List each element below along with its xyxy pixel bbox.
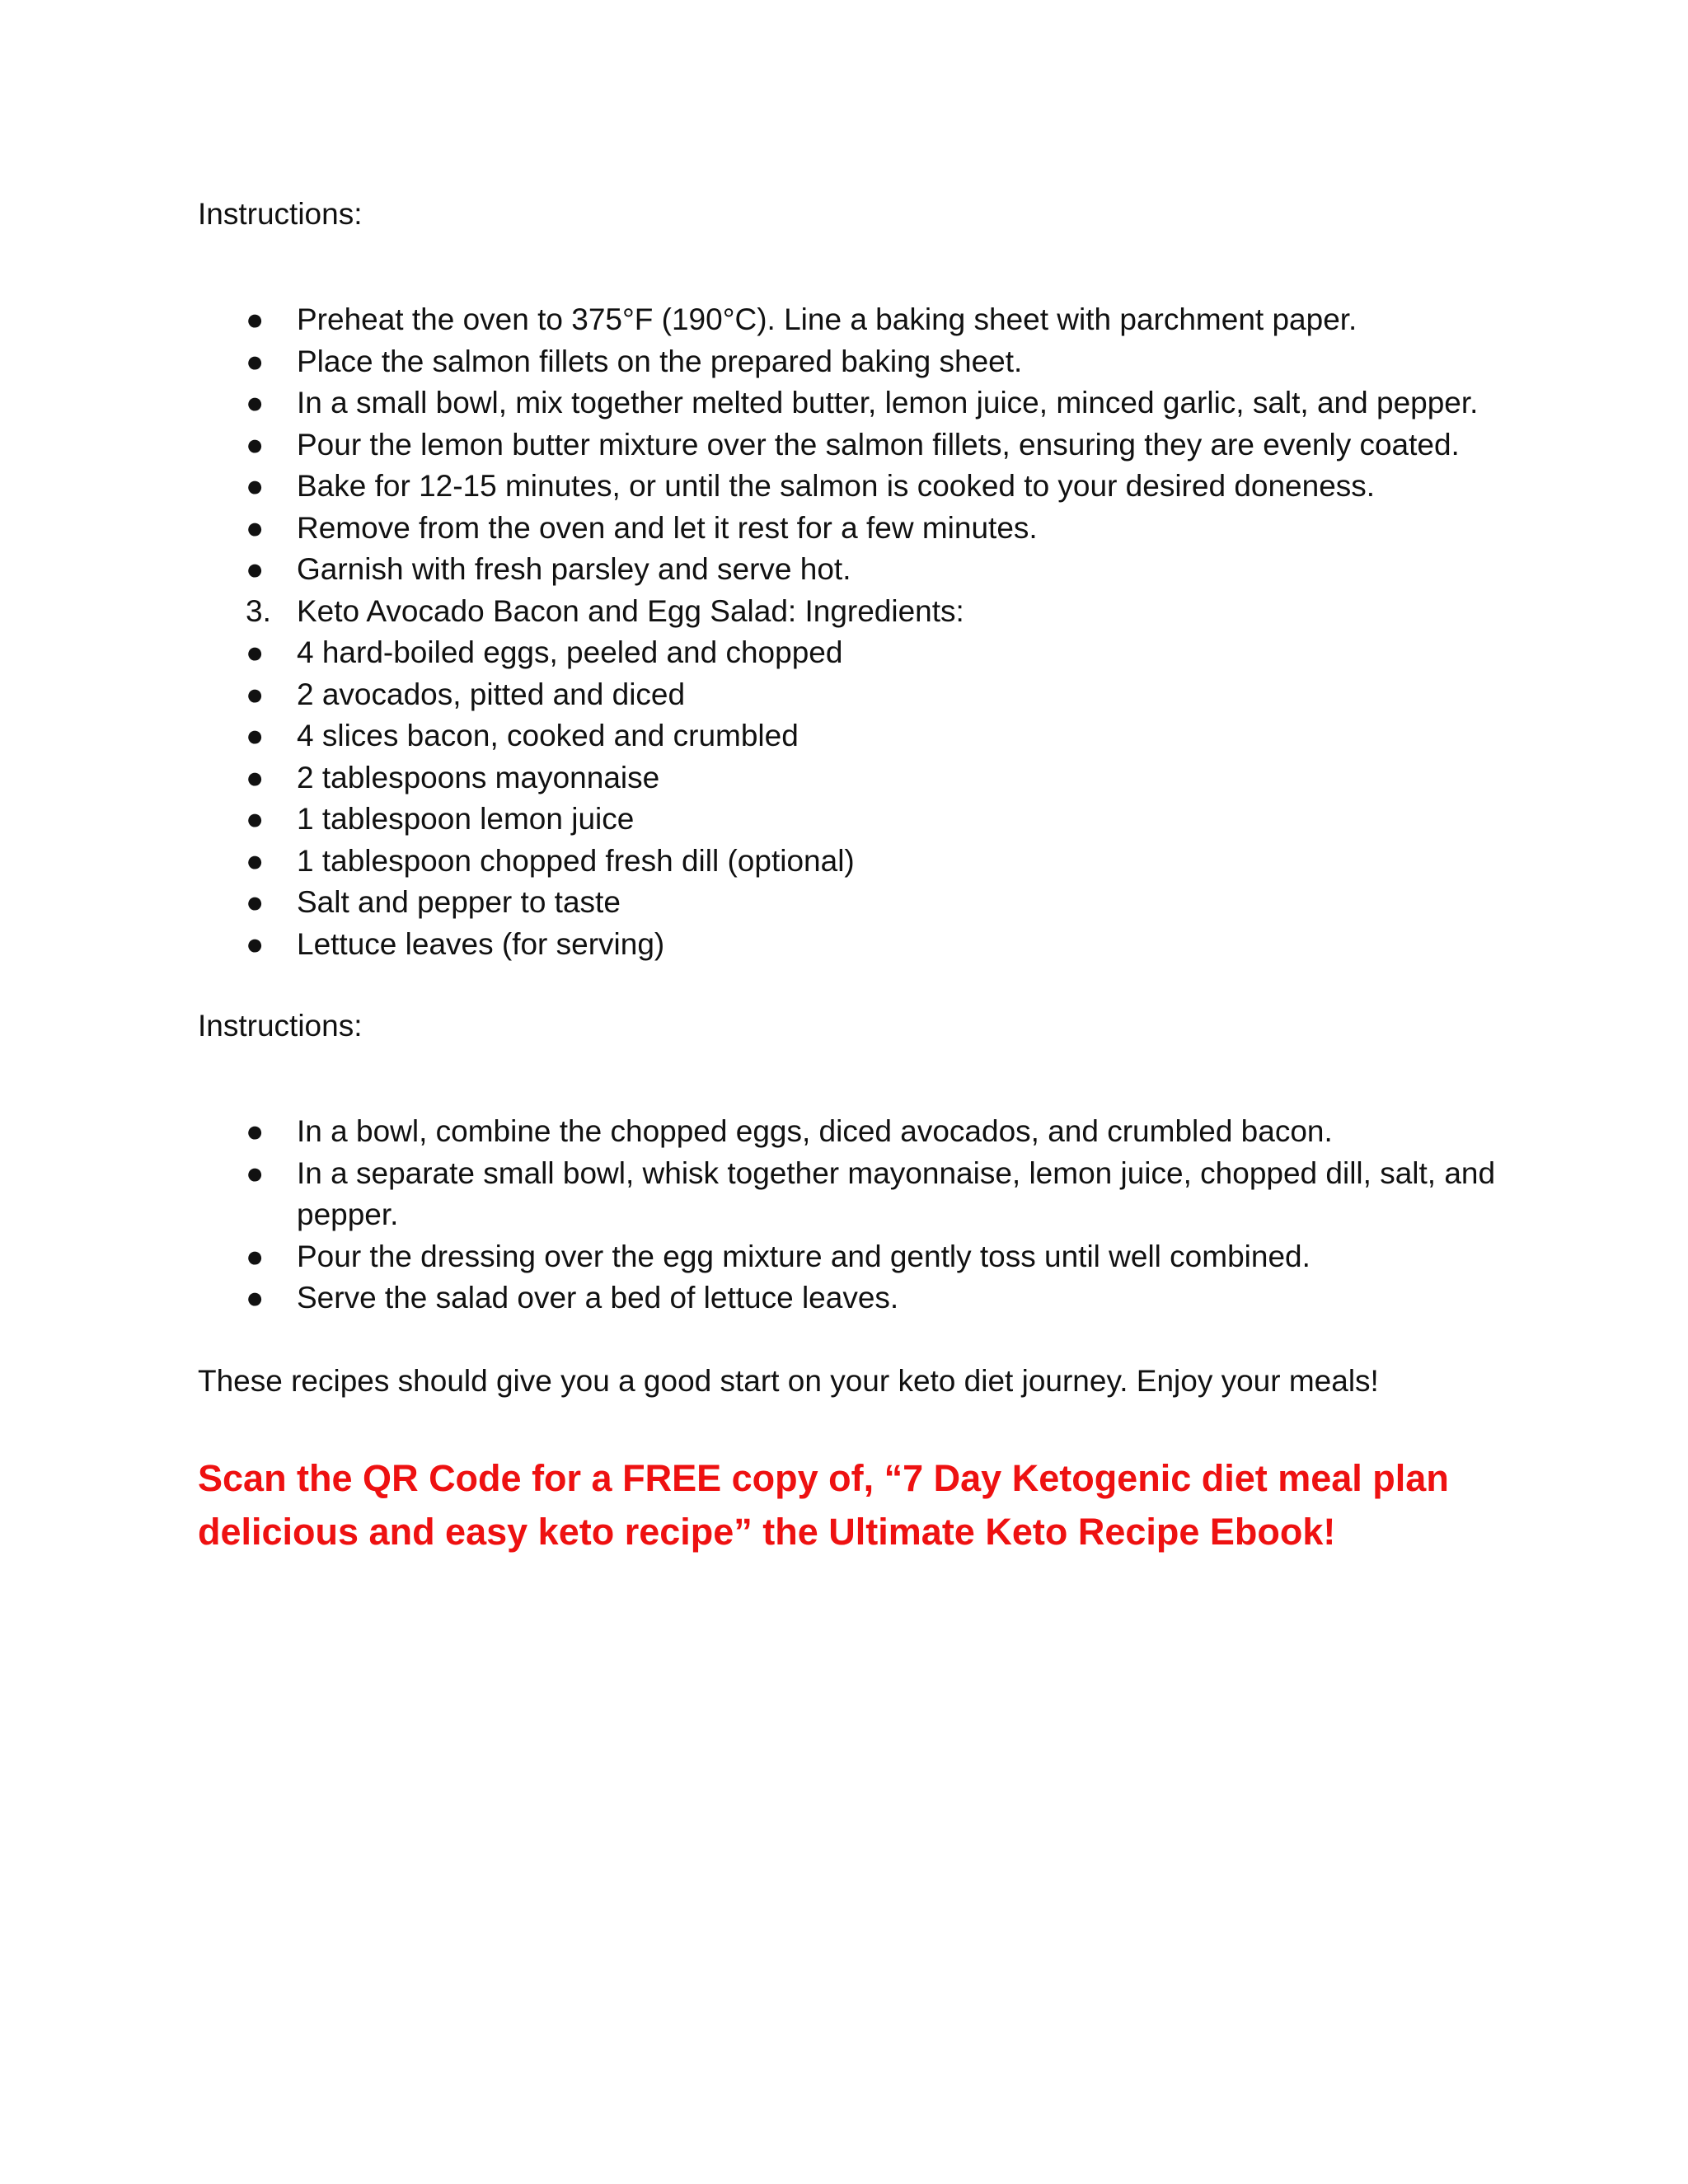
list-item (198, 1236, 1517, 1278)
bullet-icon: ● (246, 885, 265, 919)
instructions-heading: Instructions: (198, 197, 363, 231)
bullet-icon: ● (246, 1281, 265, 1315)
list-item-text: In a small bowl, mix together melted butter, lemon juice, minced garlic, salt, and pepper. (297, 386, 1479, 419)
list-item (198, 715, 1517, 757)
bullet-icon: ● (246, 635, 265, 669)
list-item-text: 2 avocados, pitted and diced (297, 677, 686, 711)
bullet-icon: ● (246, 427, 265, 462)
list-item-text: In a bowl, combine the chopped eggs, diced avocados, and crumbled bacon. (297, 1114, 1333, 1148)
bullet-icon: ● (246, 1239, 265, 1273)
list-item-text: 2 tablespoons mayonnaise (297, 760, 660, 794)
list-item (198, 382, 1517, 424)
bullet-icon: ● (246, 677, 265, 711)
qr-code-call-to-action: Scan the QR Code for a FREE copy of, “7 Day Ketogenic diet meal plan delicious and easy keto recipe” the Ultimate Keto Recipe Ebook! (198, 1456, 1449, 1553)
list-item-text: Preheat the oven to 375°F (190°C). Line a baking sheet with parchment paper. (297, 302, 1357, 336)
list-item-text: 4 hard-boiled eggs, peeled and chopped (297, 635, 843, 669)
salmon-instructions-list (198, 299, 1517, 965)
list-item (198, 799, 1517, 841)
list-item-text: 4 slices bacon, cooked and crumbled (297, 719, 799, 752)
list-item-text: Serve the salad over a bed of lettuce leaves. (297, 1281, 899, 1315)
bullet-icon: ● (246, 926, 265, 961)
list-item (198, 299, 1517, 341)
closing-paragraph: These recipes should give you a good start on your keto diet journey. Enjoy your meals! (198, 1363, 1379, 1398)
list-item-text: 1 tablespoon chopped fresh dill (optional) (297, 843, 855, 878)
list-item-text: Garnish with fresh parsley and serve hot. (297, 552, 851, 586)
instructions-heading-2: Instructions: (198, 1009, 363, 1043)
list-item (198, 674, 1517, 716)
list-item (198, 508, 1517, 550)
list-item-text: Bake for 12-15 minutes, or until the salmon is cooked to your desired doneness. (297, 469, 1376, 503)
list-item-text: Keto Avocado Bacon and Egg Salad: Ingredients: (297, 593, 964, 628)
list-item (198, 1277, 1517, 1319)
bullet-icon: ● (246, 344, 265, 378)
document-page (198, 194, 1517, 1596)
list-item (198, 549, 1517, 591)
list-item-text: Remove from the oven and let it rest for a few minutes. (297, 510, 1038, 545)
recipe-heading-item (198, 591, 1517, 633)
list-item (198, 424, 1517, 466)
bullet-icon: ● (246, 510, 265, 545)
bullet-icon: ● (246, 843, 265, 878)
list-item (198, 1153, 1517, 1236)
bullet-icon: ● (246, 552, 265, 586)
salad-instructions-list (198, 1111, 1517, 1319)
bullet-icon: ● (246, 302, 265, 336)
list-item-text: Pour the lemon butter mixture over the salmon fillets, ensuring they are evenly coated. (297, 427, 1460, 462)
list-item (198, 882, 1517, 924)
bullet-icon: ● (246, 386, 265, 419)
list-item-text: Lettuce leaves (for serving) (297, 926, 665, 961)
bullet-icon: ● (246, 1155, 265, 1190)
list-item (198, 924, 1517, 966)
list-item (198, 1111, 1517, 1153)
list-item (198, 632, 1517, 674)
list-item-text: Pour the dressing over the egg mixture and gently toss until well combined. (297, 1239, 1311, 1273)
list-item (198, 466, 1517, 508)
bullet-icon: ● (246, 469, 265, 503)
list-number: 3. (246, 593, 271, 628)
list-item-text: In a separate small bowl, whisk together mayonnaise, lemon juice, chopped dill, salt, and pepper. (297, 1155, 1496, 1231)
list-item (198, 757, 1517, 799)
bullet-icon: ● (246, 1114, 265, 1148)
list-item (198, 841, 1517, 883)
bullet-icon: ● (246, 802, 265, 836)
list-item (198, 341, 1517, 383)
list-item-text: 1 tablespoon lemon juice (297, 802, 635, 836)
list-item-text: Salt and pepper to taste (297, 885, 621, 919)
bullet-icon: ● (246, 719, 265, 752)
list-item-text: Place the salmon fillets on the prepared baking sheet. (297, 344, 1023, 378)
bullet-icon: ● (246, 760, 265, 794)
